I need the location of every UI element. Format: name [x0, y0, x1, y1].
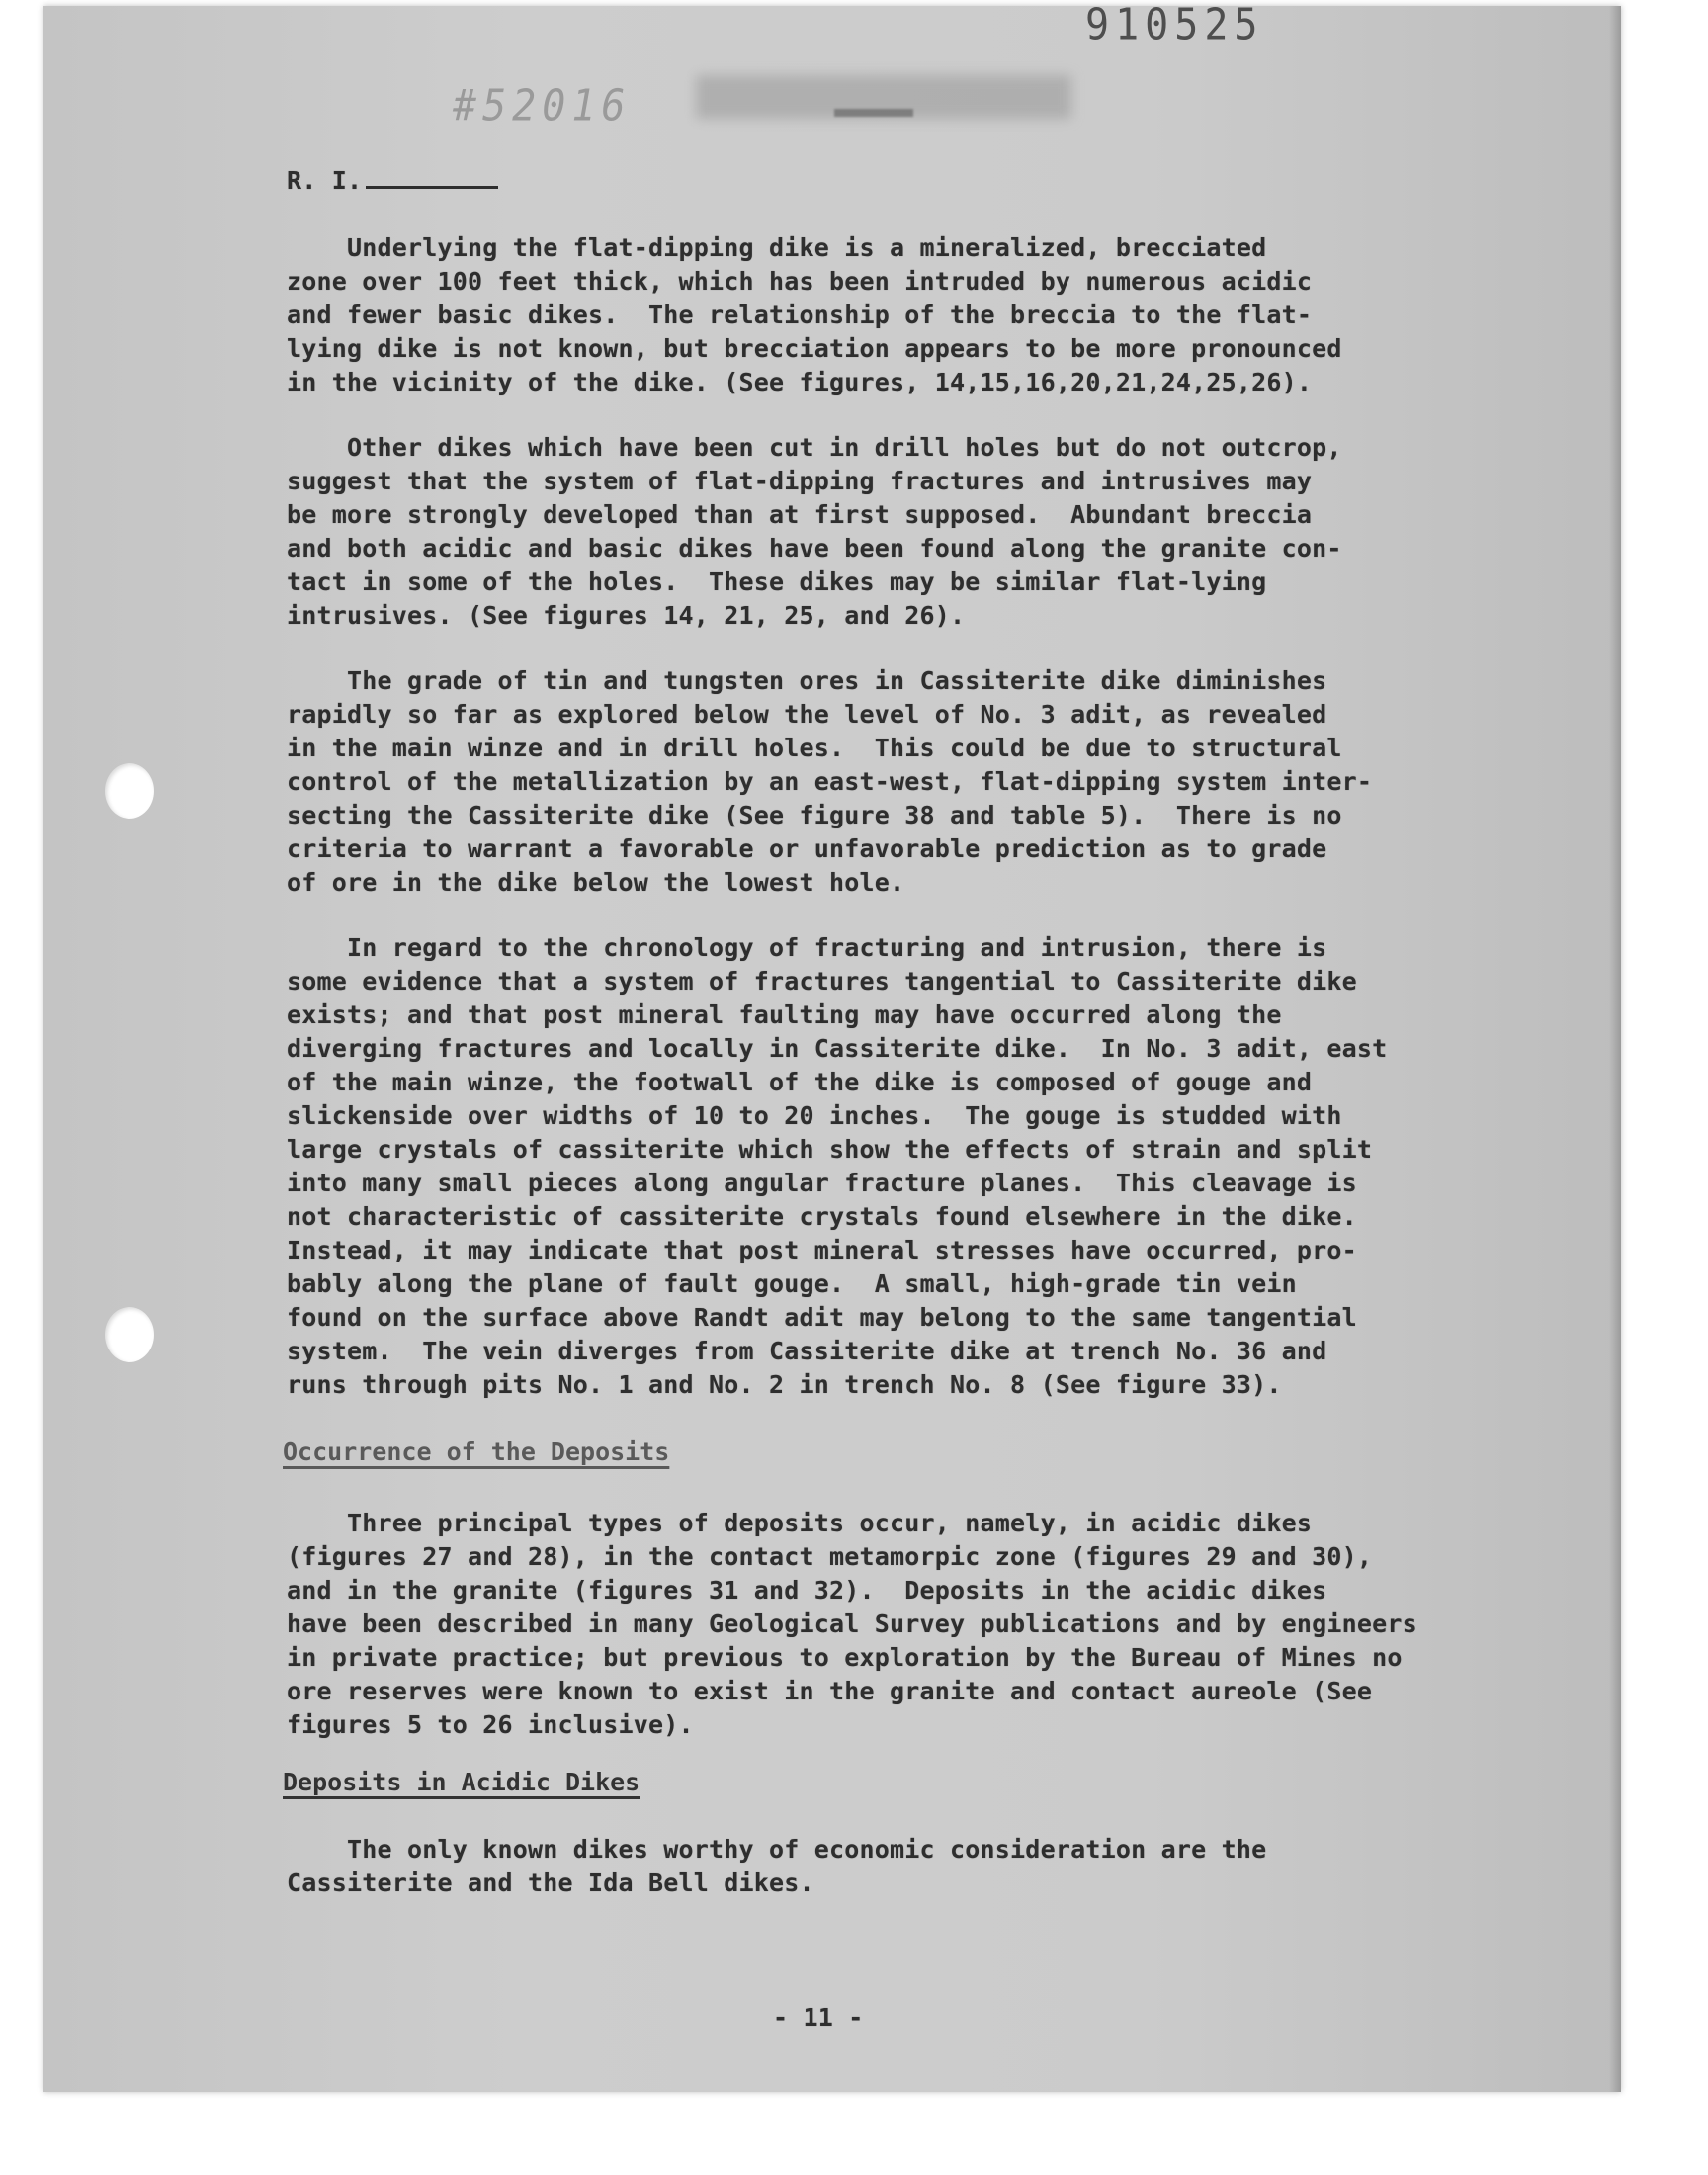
paragraph-chronology: In regard to the chronology of fracturing and intrusion, there is some evidence that a system of fractures tangential to Cassiterite dike exists; and that post mineral faulting may have occurred along the diverging fractures and locally in Cassiterite dike. In No. 3 adit, east of the main winze, the footwall of the dike is composed of gouge and slickenside over widths of 10 to 20 inches. The gouge is studded with large crystals of cassiterite which show the effects of strain and split into many small pieces along angular fracture planes. This cleavage is not characteristic of cassiterite crystals found elsewhere in the dike. Instead, it may indicate that post mineral stresses have occurred, pro- bably along the plane of fault gouge. A small, high-grade tin vein found on the surface above Randt adit may belong to the same tangential system. The vein diverges from Cassiterite dike at trench No. 36 and runs through pits No. 1 and No. 2 in trench No. 8 (See figure 33).: [287, 933, 1388, 1399]
redaction-mark: [834, 109, 913, 117]
report-id: [287, 164, 498, 198]
section-heading-acidic-dikes: Deposits in Acidic Dikes: [283, 1768, 640, 1796]
report-prefix: R. I.: [287, 166, 363, 195]
punch-hole-upper: [105, 763, 154, 819]
report-number-blank: [366, 186, 498, 189]
page-number: - 11 -: [773, 2003, 864, 2032]
paragraph-other-dikes: Other dikes which have been cut in drill holes but do not outcrop, suggest that the system of flat-dipping fractures and intrusives may be more strongly developed than at first supposed. Abundant breccia and both acidic and basic dikes have been found along the granite con- tact in some of the holes. These dikes may be similar flat-lying intrusives. (See figures 14, 21, 25, and 26).: [287, 433, 1342, 630]
file-number-stamp: #52016: [453, 80, 632, 131]
punch-hole-lower: [105, 1307, 154, 1362]
document-page: [43, 6, 1621, 2092]
paragraph-known-dikes: The only known dikes worthy of economic consideration are the Cassiterite and the Ida Bell dikes.: [287, 1835, 1267, 1897]
paragraph-deposit-types: Three principal types of deposits occur, namely, in acidic dikes (figures 27 and 28), in the contact metamorpic zone (figures 29 and 30), and in the granite (figures 31 and 32). Deposits in the acidic dikes have been described in many Geological Survey publications and by engineers in private practice; but previous to exploration by the Bureau of Mines no ore reserves were known to exist in the granite and contact aureole (See figures 5 to 26 inclusive).: [287, 1509, 1417, 1739]
paragraph-breccia-zone: Underlying the flat-dipping dike is a mineralized, brecciated zone over 100 feet thick, which has been intruded by numerous acidic and fewer basic dikes. The relationship of the breccia to the flat- lying dike is not known, but brecciation appears to be more pronounced in the vicinity of the dike. (See figures, 14,15,16,20,21,24,25,26).: [287, 233, 1342, 396]
paragraph-ore-grade: The grade of tin and tungsten ores in Cassiterite dike diminishes rapidly so far as explored below the level of No. 3 adit, as revealed in the main winze and in drill holes. This could be due to structural control of the metallization by an east-west, flat-dipping system inter- secting the Cassiterite dike (See figure 38 and table 5). There is no criteria to warrant a favorable or unfavorable prediction as to grade of ore in the dike below the lowest hole.: [287, 666, 1373, 897]
archive-stamp-number: 910525: [1085, 6, 1264, 50]
page-edge-shadow: [1609, 6, 1621, 2092]
section-heading-occurrence: Occurrence of the Deposits: [283, 1437, 670, 1466]
